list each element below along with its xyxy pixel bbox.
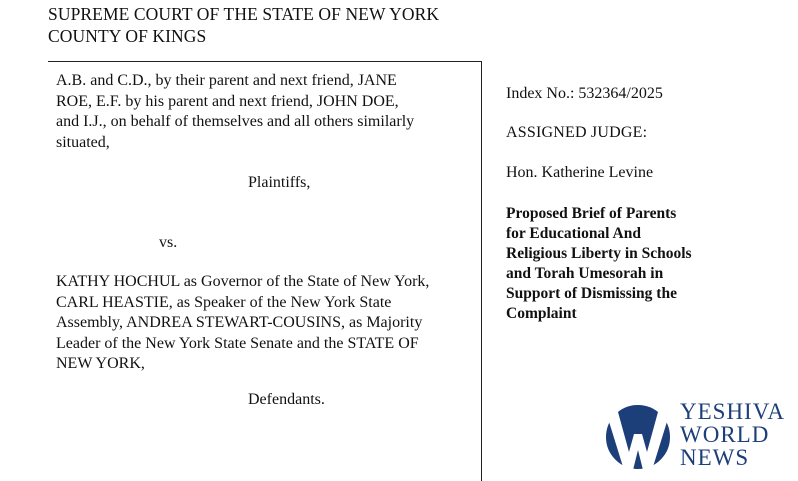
brief-title — [506, 204, 786, 324]
court-county: COUNTY OF KINGS — [48, 26, 207, 46]
watermark-text — [680, 400, 785, 469]
index-number: Index No.: 532364/2025 — [506, 85, 663, 102]
plaintiffs-line: A.B. and C.D., by their parent and next friend, JANE — [56, 72, 397, 89]
brief-title-line: Religious Liberty in Schools — [506, 245, 692, 262]
watermark-line: YESHIVA — [680, 399, 785, 424]
plaintiffs-line: situated, — [56, 133, 110, 151]
defendants-line: KATHY HOCHUL as Governor of the State of New York, — [56, 273, 430, 290]
brief-title-line: Proposed Brief of Parents — [506, 205, 677, 222]
defendants-parties — [56, 272, 476, 375]
defendants-line: Leader of the New York State Senate and the STATE OF — [56, 334, 419, 352]
watermark-line: WORLD — [680, 422, 770, 447]
assigned-judge-name: Hon. Katherine Levine — [506, 164, 654, 181]
versus-label: vs. — [159, 234, 178, 251]
defendants-label: Defendants. — [248, 391, 325, 408]
brief-title-line: for Educational And — [506, 225, 641, 242]
caption-right-rule — [481, 61, 482, 481]
defendants-line: Assembly, ANDREA STEWART-COUSINS, as Majority — [56, 314, 423, 331]
assigned-judge-heading: ASSIGNED JUDGE: — [506, 124, 648, 141]
defendants-line: CARL HEASTIE, as Speaker of the New York State — [56, 293, 392, 311]
plaintiffs-line: and I.J., on behalf of themselves and all others similarly — [56, 113, 415, 130]
court-name: SUPREME COURT OF THE STATE OF NEW YORK — [48, 4, 440, 24]
brief-title-line: and Torah Umesorah in — [506, 265, 664, 282]
caption-top-rule — [48, 61, 482, 62]
court-header — [48, 3, 439, 47]
brief-title-line: Complaint — [506, 305, 577, 322]
defendants-line: NEW YORK, — [56, 355, 145, 372]
ywn-logo-icon — [600, 402, 676, 472]
yeshiva-world-news-watermark — [600, 396, 796, 474]
brief-title-line: Support of Dismissing the — [506, 285, 677, 302]
plaintiffs-parties — [56, 71, 476, 153]
watermark-line: NEWS — [680, 445, 750, 470]
plaintiffs-line: ROE, E.F. by his parent and next friend, JOHN DOE, — [56, 92, 399, 110]
plaintiffs-label: Plaintiffs, — [248, 174, 311, 191]
